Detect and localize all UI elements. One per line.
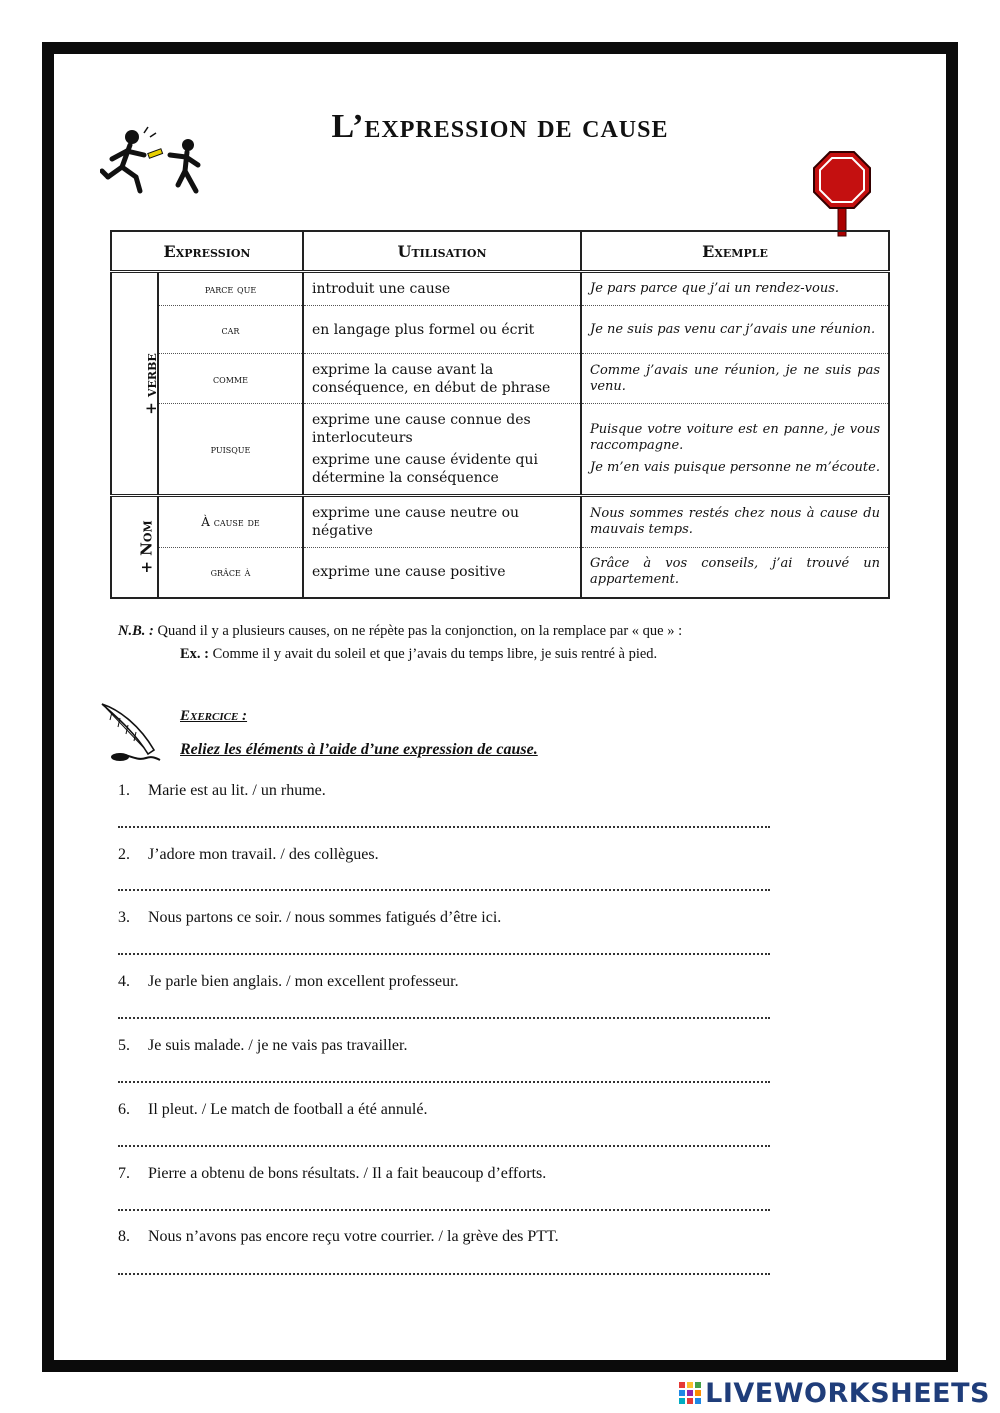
group-label-verbe: + verbe	[111, 272, 158, 496]
exercise-item: 1. Marie est au lit. / un rhume.	[118, 782, 326, 799]
group-label-nom: + Nom	[111, 496, 158, 598]
liveworksheets-logo[interactable]	[679, 1378, 990, 1409]
exercise-item-text: Nous n’avons pas encore reçu votre courrier. / la grève des PTT.	[148, 1228, 559, 1245]
usage-cell: exprime une cause positive	[303, 548, 581, 598]
answer-line[interactable]	[118, 953, 770, 955]
liveworksheets-logo-text: LIVEWORKSHEETS	[705, 1378, 990, 1409]
table-row	[111, 548, 889, 598]
nb-note	[118, 623, 682, 640]
example-cell: Comme j’avais une réunion, je ne suis pas venu.	[581, 354, 889, 404]
exercise-item: 3. Nous partons ce soir. / nous sommes fatigués d’être ici.	[118, 909, 502, 926]
exercise-item: 6. Il pleut. / Le match de football a été annulé.	[118, 1101, 428, 1118]
nb-example-label: Ex. :	[180, 646, 209, 662]
answer-line[interactable]	[118, 1273, 770, 1275]
nb-example	[180, 646, 657, 663]
exercise-item: 7. Pierre a obtenu de bons résultats. / Il a fait beaucoup d’efforts.	[118, 1165, 547, 1182]
table-row	[111, 306, 889, 354]
example-cell	[581, 404, 889, 496]
exercise-item-text: J’adore mon travail. / des collègues.	[148, 846, 379, 863]
expression-cell: comme	[158, 354, 303, 404]
expression-cell: puisque	[158, 404, 303, 496]
nb-example-text: Comme il y avait du soleil et que j’avais du temps libre, je suis rentré à pied.	[212, 646, 658, 662]
example-cell: Nous sommes restés chez nous à cause du mauvais temps.	[581, 496, 889, 548]
header-exemple: Exemple	[581, 231, 889, 272]
table-row	[111, 272, 889, 306]
usage-cell: en langage plus formel ou écrit	[303, 306, 581, 354]
usage-cell: exprime une cause neutre ou négative	[303, 496, 581, 548]
table-row	[111, 354, 889, 404]
answer-line[interactable]	[118, 826, 770, 828]
example-cell: Grâce à vos conseils, j’ai trouvé un appartement.	[581, 548, 889, 598]
header-utilisation: Utilisation	[303, 231, 581, 272]
usage-line: exprime une cause évidente qui détermine la conséquence	[312, 452, 538, 486]
exercise-item: 8. Nous n’avons pas encore reçu votre courrier. / la grève des PTT.	[118, 1228, 559, 1245]
expression-cell: À cause de	[158, 496, 303, 548]
example-line: Je m’en vais puisque personne ne m’écoute.	[590, 460, 880, 475]
exercise-item: 5. Je suis malade. / je ne vais pas travailler.	[118, 1037, 408, 1054]
table-header-row	[111, 231, 889, 272]
usage-line: exprime une cause connue des interlocuteurs	[312, 412, 531, 446]
nb-label: N.B. :	[118, 623, 154, 639]
quill-pen-icon	[100, 700, 162, 764]
running-figures-icon	[100, 125, 210, 200]
stop-sign-icon	[812, 150, 872, 238]
exercise-item-text: Nous partons ce soir. / nous sommes fatigués d’être ici.	[148, 909, 502, 926]
exercise-item-text: Je suis malade. / je ne vais pas travailler.	[148, 1037, 408, 1054]
exercise-item-text: Pierre a obtenu de bons résultats. / Il a fait beaucoup d’efforts.	[148, 1165, 547, 1182]
exercise-item-text: Je parle bien anglais. / mon excellent professeur.	[148, 973, 459, 990]
answer-line[interactable]	[118, 889, 770, 891]
header-expression: Expression	[111, 231, 303, 272]
expression-cell: parce que	[158, 272, 303, 306]
example-cell: Je pars parce que j’ai un rendez-vous.	[581, 272, 889, 306]
example-cell: Je ne suis pas venu car j’avais une réunion.	[581, 306, 889, 354]
table-row	[111, 404, 889, 496]
page-title: L’expression de cause	[331, 108, 669, 145]
usage-cell: introduit une cause	[303, 272, 581, 306]
example-line: Puisque votre voiture est en panne, je vous raccompagne.	[590, 422, 880, 453]
nb-text: Quand il y a plusieurs causes, on ne répète pas la conjonction, on la remplace par « que » :	[157, 623, 683, 639]
liveworksheets-logo-icon	[679, 1382, 701, 1404]
exercise-item: 4. Je parle bien anglais. / mon excellent professeur.	[118, 973, 459, 990]
answer-line[interactable]	[118, 1017, 770, 1019]
exercise-item-text: Marie est au lit. / un rhume.	[148, 782, 326, 799]
usage-cell: exprime la cause avant la conséquence, en début de phrase	[303, 354, 581, 404]
answer-line[interactable]	[118, 1145, 770, 1147]
grammar-table	[110, 230, 890, 599]
exercise-item-text: Il pleut. / Le match de football a été annulé.	[148, 1101, 428, 1118]
exercise-instruction: Reliez les éléments à l’aide d’une expression de cause.	[180, 741, 538, 758]
exercise-title: Exercice :	[180, 708, 248, 724]
exercise-item: 2. J’adore mon travail. / des collègues.	[118, 846, 379, 863]
expression-cell: car	[158, 306, 303, 354]
usage-cell	[303, 404, 581, 496]
table-row	[111, 496, 889, 548]
expression-cell: grâce à	[158, 548, 303, 598]
answer-line[interactable]	[118, 1209, 770, 1211]
answer-line[interactable]	[118, 1081, 770, 1083]
